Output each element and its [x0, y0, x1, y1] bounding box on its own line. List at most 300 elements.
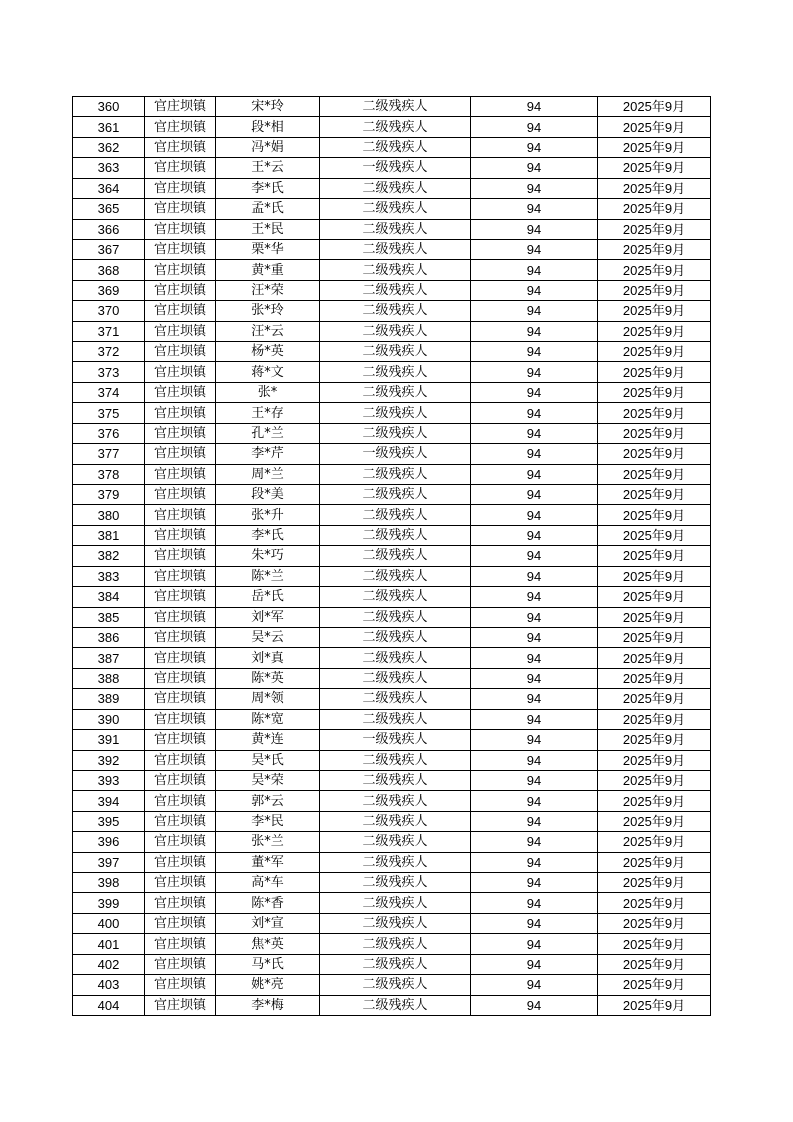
table-row — [73, 770, 711, 790]
table-row — [73, 137, 711, 157]
table-row — [73, 627, 711, 647]
disability-level-cell: 二级残疾人 — [320, 423, 471, 443]
person-name-cell: 李*芹 — [216, 444, 320, 464]
town-cell: 官庄坝镇 — [145, 709, 216, 729]
disability-level-cell: 二级残疾人 — [320, 505, 471, 525]
month-cell: 2025年9月 — [598, 607, 711, 627]
table-row — [73, 995, 711, 1015]
amount-cell: 94 — [471, 505, 598, 525]
town-cell: 官庄坝镇 — [145, 852, 216, 872]
table-row — [73, 934, 711, 954]
disability-level-cell: 二级残疾人 — [320, 342, 471, 362]
row-number-cell: 379 — [73, 485, 145, 505]
month-cell: 2025年9月 — [598, 117, 711, 137]
person-name-cell: 吴*云 — [216, 627, 320, 647]
person-name-cell: 汪*云 — [216, 321, 320, 341]
town-cell: 官庄坝镇 — [145, 301, 216, 321]
person-name-cell: 冯*娟 — [216, 137, 320, 157]
town-cell: 官庄坝镇 — [145, 158, 216, 178]
month-cell: 2025年9月 — [598, 423, 711, 443]
town-cell: 官庄坝镇 — [145, 97, 216, 117]
table-row — [73, 668, 711, 688]
disability-level-cell: 二级残疾人 — [320, 811, 471, 831]
person-name-cell: 李*民 — [216, 811, 320, 831]
town-cell: 官庄坝镇 — [145, 423, 216, 443]
table-row — [73, 403, 711, 423]
row-number-cell: 373 — [73, 362, 145, 382]
town-cell: 官庄坝镇 — [145, 566, 216, 586]
town-cell: 官庄坝镇 — [145, 791, 216, 811]
town-cell: 官庄坝镇 — [145, 444, 216, 464]
row-number-cell: 403 — [73, 975, 145, 995]
row-number-cell: 391 — [73, 730, 145, 750]
person-name-cell: 段*美 — [216, 485, 320, 505]
month-cell: 2025年9月 — [598, 566, 711, 586]
month-cell: 2025年9月 — [598, 342, 711, 362]
amount-cell: 94 — [471, 260, 598, 280]
disability-level-cell: 二级残疾人 — [320, 934, 471, 954]
amount-cell: 94 — [471, 832, 598, 852]
amount-cell: 94 — [471, 770, 598, 790]
disability-level-cell: 二级残疾人 — [320, 770, 471, 790]
month-cell: 2025年9月 — [598, 158, 711, 178]
amount-cell: 94 — [471, 587, 598, 607]
town-cell: 官庄坝镇 — [145, 505, 216, 525]
amount-cell: 94 — [471, 280, 598, 300]
month-cell: 2025年9月 — [598, 730, 711, 750]
row-number-cell: 383 — [73, 566, 145, 586]
person-name-cell: 孟*氏 — [216, 199, 320, 219]
person-name-cell: 郭*云 — [216, 791, 320, 811]
town-cell: 官庄坝镇 — [145, 239, 216, 259]
town-cell: 官庄坝镇 — [145, 219, 216, 239]
town-cell: 官庄坝镇 — [145, 873, 216, 893]
row-number-cell: 374 — [73, 382, 145, 402]
month-cell: 2025年9月 — [598, 260, 711, 280]
table-row — [73, 219, 711, 239]
disability-level-cell: 二级残疾人 — [320, 137, 471, 157]
person-name-cell: 张* — [216, 382, 320, 402]
disability-level-cell: 二级残疾人 — [320, 117, 471, 137]
month-cell: 2025年9月 — [598, 750, 711, 770]
disability-level-cell: 一级残疾人 — [320, 730, 471, 750]
town-cell: 官庄坝镇 — [145, 954, 216, 974]
person-name-cell: 刘*宣 — [216, 913, 320, 933]
disability-level-cell: 二级残疾人 — [320, 648, 471, 668]
table-row — [73, 97, 711, 117]
row-number-cell: 387 — [73, 648, 145, 668]
disability-level-cell: 二级残疾人 — [320, 382, 471, 402]
person-name-cell: 张*玲 — [216, 301, 320, 321]
town-cell: 官庄坝镇 — [145, 730, 216, 750]
disability-level-cell: 二级残疾人 — [320, 995, 471, 1015]
month-cell: 2025年9月 — [598, 403, 711, 423]
town-cell: 官庄坝镇 — [145, 525, 216, 545]
table-row — [73, 525, 711, 545]
row-number-cell: 380 — [73, 505, 145, 525]
table-row — [73, 117, 711, 137]
person-name-cell: 宋*玲 — [216, 97, 320, 117]
disability-level-cell: 二级残疾人 — [320, 239, 471, 259]
amount-cell: 94 — [471, 239, 598, 259]
row-number-cell: 396 — [73, 832, 145, 852]
month-cell: 2025年9月 — [598, 301, 711, 321]
row-number-cell: 365 — [73, 199, 145, 219]
disability-level-cell: 二级残疾人 — [320, 178, 471, 198]
town-cell: 官庄坝镇 — [145, 607, 216, 627]
person-name-cell: 李*氏 — [216, 525, 320, 545]
town-cell: 官庄坝镇 — [145, 117, 216, 137]
amount-cell: 94 — [471, 607, 598, 627]
row-number-cell: 370 — [73, 301, 145, 321]
month-cell: 2025年9月 — [598, 321, 711, 341]
person-name-cell: 马*氏 — [216, 954, 320, 974]
row-number-cell: 397 — [73, 852, 145, 872]
month-cell: 2025年9月 — [598, 505, 711, 525]
disability-level-cell: 二级残疾人 — [320, 832, 471, 852]
month-cell: 2025年9月 — [598, 444, 711, 464]
month-cell: 2025年9月 — [598, 689, 711, 709]
disability-level-cell: 二级残疾人 — [320, 219, 471, 239]
row-number-cell: 372 — [73, 342, 145, 362]
table-row — [73, 689, 711, 709]
row-number-cell: 378 — [73, 464, 145, 484]
month-cell: 2025年9月 — [598, 362, 711, 382]
amount-cell: 94 — [471, 137, 598, 157]
disability-level-cell: 二级残疾人 — [320, 709, 471, 729]
amount-cell: 94 — [471, 444, 598, 464]
amount-cell: 94 — [471, 791, 598, 811]
row-number-cell: 363 — [73, 158, 145, 178]
disability-level-cell: 二级残疾人 — [320, 546, 471, 566]
person-name-cell: 姚*亮 — [216, 975, 320, 995]
town-cell: 官庄坝镇 — [145, 832, 216, 852]
amount-cell: 94 — [471, 97, 598, 117]
person-name-cell: 高*车 — [216, 873, 320, 893]
person-name-cell: 栗*华 — [216, 239, 320, 259]
month-cell: 2025年9月 — [598, 852, 711, 872]
month-cell: 2025年9月 — [598, 913, 711, 933]
person-name-cell: 刘*军 — [216, 607, 320, 627]
row-number-cell: 384 — [73, 587, 145, 607]
disability-level-cell: 二级残疾人 — [320, 587, 471, 607]
town-cell: 官庄坝镇 — [145, 260, 216, 280]
table-row — [73, 750, 711, 770]
person-name-cell: 焦*英 — [216, 934, 320, 954]
row-number-cell: 393 — [73, 770, 145, 790]
amount-cell: 94 — [471, 750, 598, 770]
amount-cell: 94 — [471, 382, 598, 402]
amount-cell: 94 — [471, 873, 598, 893]
amount-cell: 94 — [471, 342, 598, 362]
month-cell: 2025年9月 — [598, 934, 711, 954]
person-name-cell: 汪*荣 — [216, 280, 320, 300]
disability-level-cell: 二级残疾人 — [320, 485, 471, 505]
disability-level-cell: 二级残疾人 — [320, 913, 471, 933]
town-cell: 官庄坝镇 — [145, 893, 216, 913]
month-cell: 2025年9月 — [598, 485, 711, 505]
amount-cell: 94 — [471, 689, 598, 709]
table-row — [73, 382, 711, 402]
month-cell: 2025年9月 — [598, 239, 711, 259]
person-name-cell: 段*相 — [216, 117, 320, 137]
town-cell: 官庄坝镇 — [145, 648, 216, 668]
table-row — [73, 913, 711, 933]
disability-level-cell: 二级残疾人 — [320, 873, 471, 893]
month-cell: 2025年9月 — [598, 893, 711, 913]
amount-cell: 94 — [471, 934, 598, 954]
town-cell: 官庄坝镇 — [145, 627, 216, 647]
town-cell: 官庄坝镇 — [145, 342, 216, 362]
row-number-cell: 367 — [73, 239, 145, 259]
disability-level-cell: 二级残疾人 — [320, 668, 471, 688]
disability-level-cell: 二级残疾人 — [320, 954, 471, 974]
row-number-cell: 376 — [73, 423, 145, 443]
amount-cell: 94 — [471, 158, 598, 178]
amount-cell: 94 — [471, 893, 598, 913]
table-row — [73, 566, 711, 586]
town-cell: 官庄坝镇 — [145, 464, 216, 484]
row-number-cell: 394 — [73, 791, 145, 811]
table-row — [73, 301, 711, 321]
person-name-cell: 孔*兰 — [216, 423, 320, 443]
month-cell: 2025年9月 — [598, 811, 711, 831]
row-number-cell: 402 — [73, 954, 145, 974]
disability-level-cell: 二级残疾人 — [320, 566, 471, 586]
town-cell: 官庄坝镇 — [145, 546, 216, 566]
table-row — [73, 199, 711, 219]
month-cell: 2025年9月 — [598, 587, 711, 607]
row-number-cell: 371 — [73, 321, 145, 341]
amount-cell: 94 — [471, 464, 598, 484]
month-cell: 2025年9月 — [598, 464, 711, 484]
town-cell: 官庄坝镇 — [145, 995, 216, 1015]
amount-cell: 94 — [471, 709, 598, 729]
row-number-cell: 399 — [73, 893, 145, 913]
amount-cell: 94 — [471, 199, 598, 219]
row-number-cell: 368 — [73, 260, 145, 280]
amount-cell: 94 — [471, 117, 598, 137]
amount-cell: 94 — [471, 730, 598, 750]
town-cell: 官庄坝镇 — [145, 913, 216, 933]
month-cell: 2025年9月 — [598, 975, 711, 995]
amount-cell: 94 — [471, 321, 598, 341]
row-number-cell: 361 — [73, 117, 145, 137]
table-body — [73, 97, 711, 1016]
person-name-cell: 陈*英 — [216, 668, 320, 688]
amount-cell: 94 — [471, 913, 598, 933]
table-row — [73, 280, 711, 300]
table-row — [73, 178, 711, 198]
amount-cell: 94 — [471, 485, 598, 505]
row-number-cell: 400 — [73, 913, 145, 933]
disability-level-cell: 二级残疾人 — [320, 301, 471, 321]
disability-level-cell: 二级残疾人 — [320, 199, 471, 219]
month-cell: 2025年9月 — [598, 97, 711, 117]
row-number-cell: 377 — [73, 444, 145, 464]
person-name-cell: 吴*氏 — [216, 750, 320, 770]
person-name-cell: 刘*真 — [216, 648, 320, 668]
table-row — [73, 730, 711, 750]
town-cell: 官庄坝镇 — [145, 811, 216, 831]
amount-cell: 94 — [471, 178, 598, 198]
table-row — [73, 873, 711, 893]
table-row — [73, 709, 711, 729]
table-row — [73, 791, 711, 811]
table-row — [73, 811, 711, 831]
disability-level-cell: 一级残疾人 — [320, 444, 471, 464]
disability-level-cell: 二级残疾人 — [320, 260, 471, 280]
town-cell: 官庄坝镇 — [145, 689, 216, 709]
row-number-cell: 386 — [73, 627, 145, 647]
disability-level-cell: 二级残疾人 — [320, 525, 471, 545]
person-name-cell: 周*兰 — [216, 464, 320, 484]
table-row — [73, 362, 711, 382]
disability-level-cell: 二级残疾人 — [320, 750, 471, 770]
month-cell: 2025年9月 — [598, 546, 711, 566]
table-row — [73, 893, 711, 913]
amount-cell: 94 — [471, 423, 598, 443]
town-cell: 官庄坝镇 — [145, 362, 216, 382]
disability-level-cell: 二级残疾人 — [320, 607, 471, 627]
disability-level-cell: 一级残疾人 — [320, 158, 471, 178]
row-number-cell: 404 — [73, 995, 145, 1015]
person-name-cell: 张*兰 — [216, 832, 320, 852]
amount-cell: 94 — [471, 668, 598, 688]
disability-level-cell: 二级残疾人 — [320, 403, 471, 423]
month-cell: 2025年9月 — [598, 873, 711, 893]
row-number-cell: 392 — [73, 750, 145, 770]
disability-level-cell: 二级残疾人 — [320, 280, 471, 300]
disability-level-cell: 二级残疾人 — [320, 975, 471, 995]
amount-cell: 94 — [471, 975, 598, 995]
row-number-cell: 360 — [73, 97, 145, 117]
row-number-cell: 398 — [73, 873, 145, 893]
row-number-cell: 395 — [73, 811, 145, 831]
person-name-cell: 黄*重 — [216, 260, 320, 280]
month-cell: 2025年9月 — [598, 648, 711, 668]
disability-level-cell: 二级残疾人 — [320, 893, 471, 913]
disability-level-cell: 二级残疾人 — [320, 791, 471, 811]
month-cell: 2025年9月 — [598, 709, 711, 729]
amount-cell: 94 — [471, 648, 598, 668]
month-cell: 2025年9月 — [598, 832, 711, 852]
table-row — [73, 158, 711, 178]
row-number-cell: 382 — [73, 546, 145, 566]
disability-level-cell: 二级残疾人 — [320, 689, 471, 709]
town-cell: 官庄坝镇 — [145, 750, 216, 770]
row-number-cell: 362 — [73, 137, 145, 157]
table-row — [73, 587, 711, 607]
person-name-cell: 周*领 — [216, 689, 320, 709]
town-cell: 官庄坝镇 — [145, 280, 216, 300]
amount-cell: 94 — [471, 954, 598, 974]
month-cell: 2025年9月 — [598, 219, 711, 239]
month-cell: 2025年9月 — [598, 627, 711, 647]
person-name-cell: 陈*宽 — [216, 709, 320, 729]
table-row — [73, 954, 711, 974]
amount-cell: 94 — [471, 811, 598, 831]
person-name-cell: 陈*香 — [216, 893, 320, 913]
row-number-cell: 364 — [73, 178, 145, 198]
row-number-cell: 401 — [73, 934, 145, 954]
person-name-cell: 岳*氏 — [216, 587, 320, 607]
amount-cell: 94 — [471, 403, 598, 423]
table-row — [73, 832, 711, 852]
disability-level-cell: 二级残疾人 — [320, 362, 471, 382]
month-cell: 2025年9月 — [598, 178, 711, 198]
disability-level-cell: 二级残疾人 — [320, 321, 471, 341]
table-row — [73, 607, 711, 627]
town-cell: 官庄坝镇 — [145, 199, 216, 219]
amount-cell: 94 — [471, 362, 598, 382]
person-name-cell: 李*氏 — [216, 178, 320, 198]
amount-cell: 94 — [471, 852, 598, 872]
table-row — [73, 852, 711, 872]
person-name-cell: 蒋*文 — [216, 362, 320, 382]
month-cell: 2025年9月 — [598, 668, 711, 688]
town-cell: 官庄坝镇 — [145, 321, 216, 341]
month-cell: 2025年9月 — [598, 954, 711, 974]
person-name-cell: 朱*巧 — [216, 546, 320, 566]
table-row — [73, 648, 711, 668]
town-cell: 官庄坝镇 — [145, 587, 216, 607]
town-cell: 官庄坝镇 — [145, 137, 216, 157]
month-cell: 2025年9月 — [598, 199, 711, 219]
amount-cell: 94 — [471, 219, 598, 239]
amount-cell: 94 — [471, 566, 598, 586]
person-name-cell: 张*升 — [216, 505, 320, 525]
month-cell: 2025年9月 — [598, 791, 711, 811]
person-name-cell: 王*存 — [216, 403, 320, 423]
row-number-cell: 369 — [73, 280, 145, 300]
amount-cell: 94 — [471, 546, 598, 566]
month-cell: 2025年9月 — [598, 382, 711, 402]
person-name-cell: 王*民 — [216, 219, 320, 239]
row-number-cell: 390 — [73, 709, 145, 729]
table-row — [73, 546, 711, 566]
table-row — [73, 485, 711, 505]
subsidy-table — [72, 96, 711, 1016]
amount-cell: 94 — [471, 995, 598, 1015]
month-cell: 2025年9月 — [598, 525, 711, 545]
table-row — [73, 260, 711, 280]
person-name-cell: 董*军 — [216, 852, 320, 872]
month-cell: 2025年9月 — [598, 280, 711, 300]
table-row — [73, 423, 711, 443]
disability-level-cell: 二级残疾人 — [320, 464, 471, 484]
month-cell: 2025年9月 — [598, 137, 711, 157]
person-name-cell: 黄*连 — [216, 730, 320, 750]
person-name-cell: 杨*英 — [216, 342, 320, 362]
table-row — [73, 342, 711, 362]
month-cell: 2025年9月 — [598, 770, 711, 790]
town-cell: 官庄坝镇 — [145, 934, 216, 954]
table-row — [73, 239, 711, 259]
row-number-cell: 389 — [73, 689, 145, 709]
amount-cell: 94 — [471, 525, 598, 545]
table-row — [73, 321, 711, 341]
town-cell: 官庄坝镇 — [145, 178, 216, 198]
row-number-cell: 388 — [73, 668, 145, 688]
row-number-cell: 385 — [73, 607, 145, 627]
town-cell: 官庄坝镇 — [145, 975, 216, 995]
town-cell: 官庄坝镇 — [145, 403, 216, 423]
row-number-cell: 381 — [73, 525, 145, 545]
table-row — [73, 975, 711, 995]
row-number-cell: 366 — [73, 219, 145, 239]
town-cell: 官庄坝镇 — [145, 382, 216, 402]
